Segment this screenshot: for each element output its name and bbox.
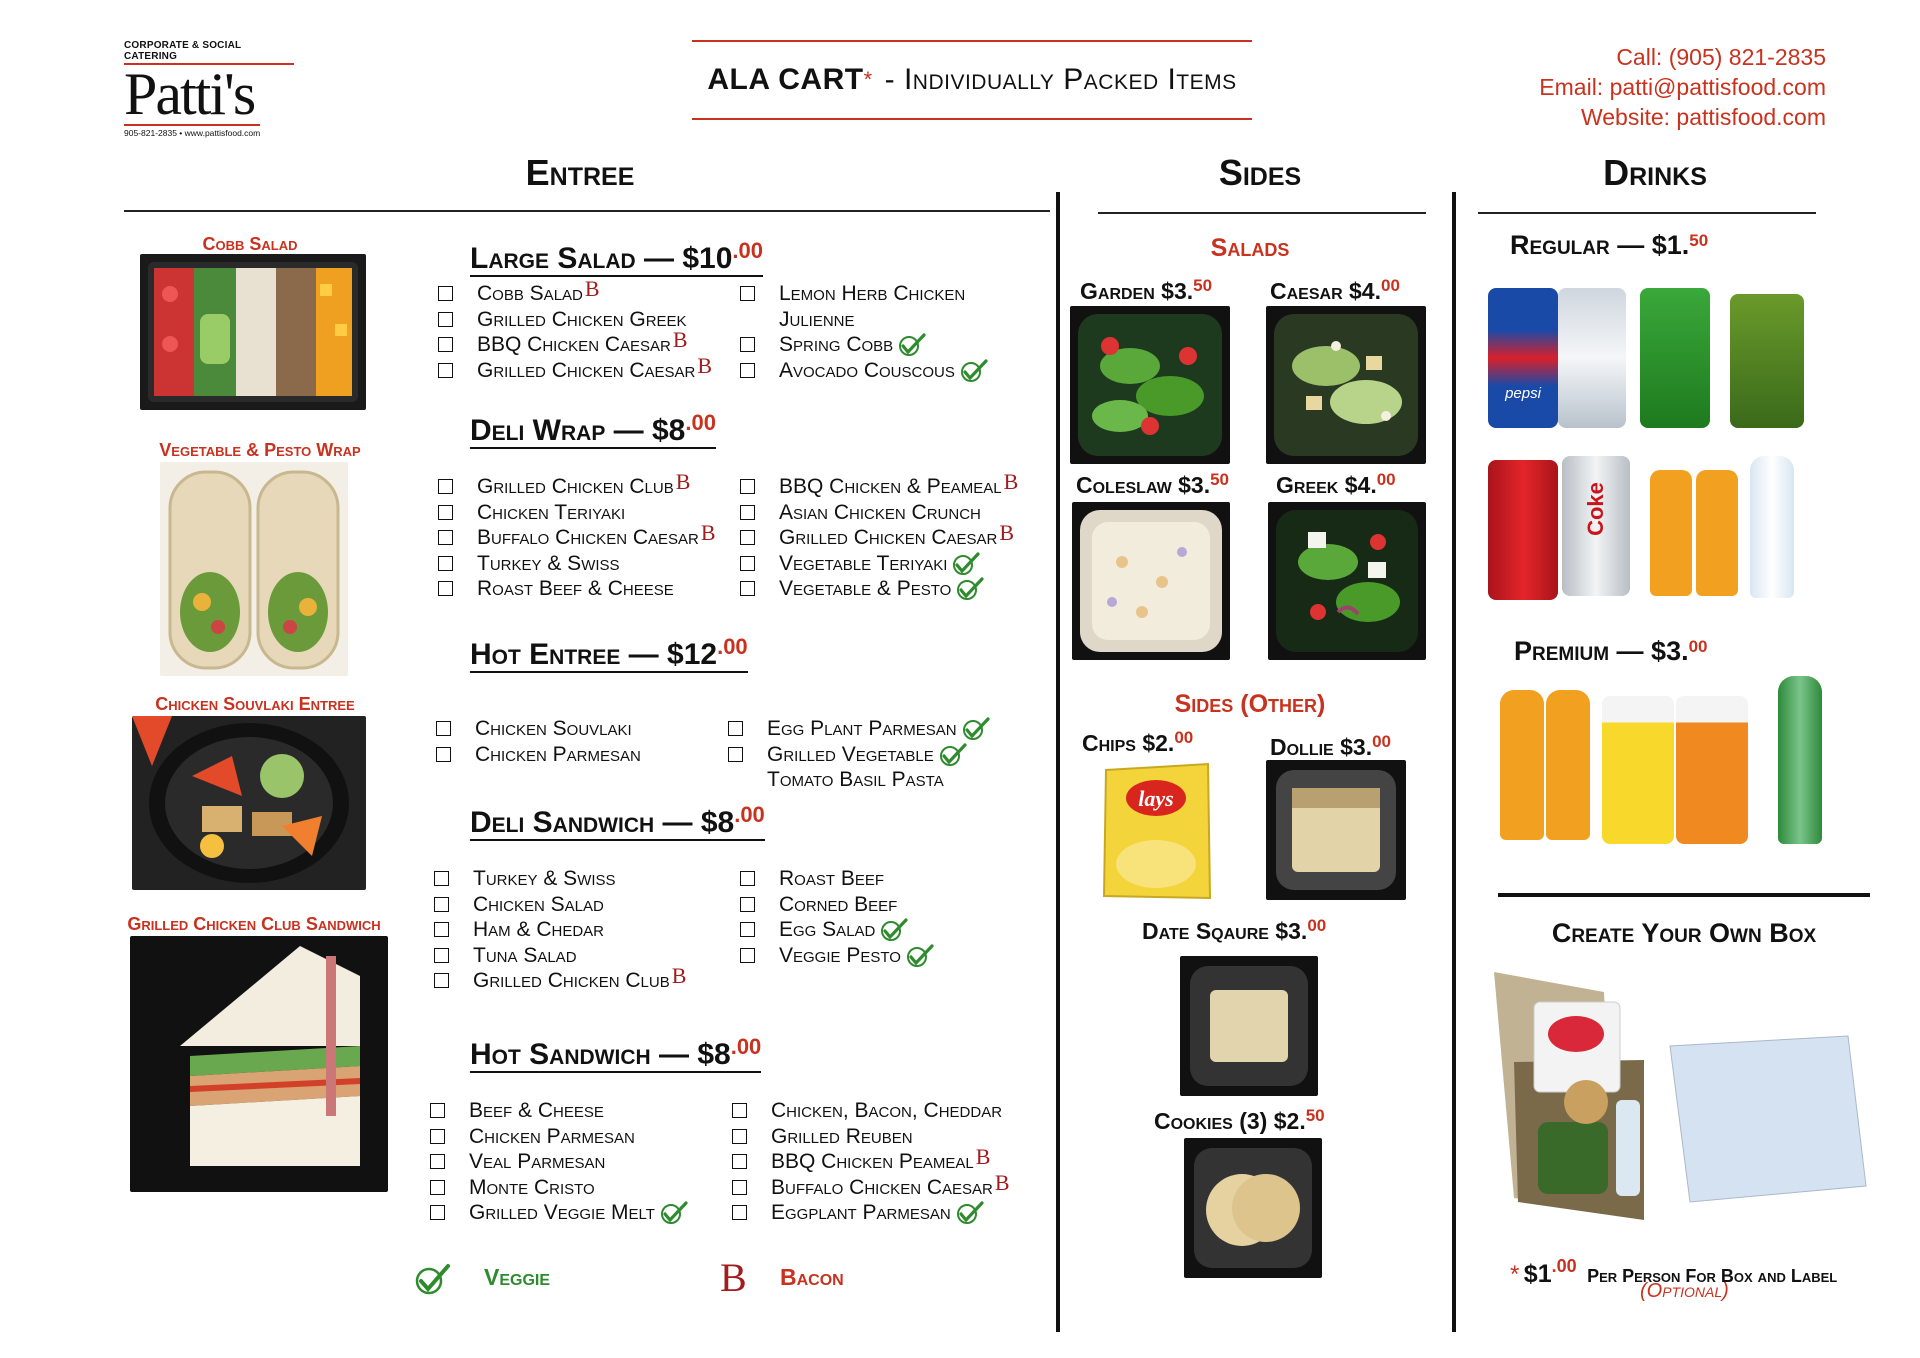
menu-item-label: BBQ Chicken Peameal: [771, 1150, 974, 1173]
menu-item-checkbox[interactable]: [430, 1205, 445, 1220]
deli-sandwich-heading: [470, 800, 765, 841]
menu-item-checkbox[interactable]: [438, 363, 453, 378]
menu-item[interactable]: [732, 1124, 913, 1149]
menu-item[interactable]: [740, 943, 935, 968]
menu-item[interactable]: [430, 1124, 635, 1149]
category-price: Hot Entree — $12: [470, 638, 718, 671]
create-box-heading: Create Your Own Box: [1551, 918, 1817, 948]
drinks-rule: [1478, 212, 1816, 214]
menu-item-label: Grilled Chicken Greek: [477, 308, 687, 331]
water-bottle: [1750, 456, 1794, 598]
menu-item-label: Corned Beef: [779, 893, 898, 916]
sides-heading: Sides: [1218, 152, 1302, 193]
menu-item[interactable]: [436, 742, 641, 767]
menu-item-checkbox[interactable]: [740, 505, 755, 520]
menu-item-label: Buffalo Chicken Caesar: [477, 526, 699, 549]
legend-bacon: Bacon: [780, 1264, 844, 1290]
veggie-check-icon: [955, 1200, 985, 1226]
caesar-salad-photo: [1266, 306, 1426, 464]
menu-item-label: Chicken Parmesan: [475, 743, 641, 766]
menu-item[interactable]: [430, 1149, 605, 1174]
greek-cents: 00: [1376, 470, 1396, 489]
box-optional: (Optional): [1640, 1280, 1729, 1302]
category-price: Deli Wrap — $8: [470, 414, 686, 447]
veggie-check-icon: [938, 742, 968, 768]
menu-item-checkbox[interactable]: [438, 556, 453, 571]
bacon-marker: B: [697, 353, 713, 378]
menu-item-checkbox[interactable]: [732, 1129, 747, 1144]
sides-other-heading: Sides (Other): [1174, 690, 1326, 718]
hot-entree-heading: [470, 632, 748, 673]
menu-item-label: Vegetable & Pesto: [779, 577, 952, 600]
orange-juice-2: [1696, 470, 1738, 596]
title-main: ALA CART: [707, 63, 864, 96]
menu-item-checkbox[interactable]: [430, 1154, 445, 1169]
menu-item-checkbox[interactable]: [436, 721, 451, 736]
box-note: Per Person For Box and Label: [1587, 1266, 1838, 1286]
deli-wrap-heading: [470, 408, 716, 449]
club-sandwich-label: Grilled Chicken Club Sandwich: [127, 914, 381, 934]
drinks-heading: Drinks: [1603, 152, 1707, 193]
chips-price: Chips $2.: [1082, 730, 1175, 756]
menu-item-checkbox[interactable]: [434, 973, 449, 988]
veggie-check-icon: [905, 943, 935, 969]
caesar-salad-image: [1266, 306, 1426, 464]
veggie-check-icon: [659, 1200, 689, 1226]
bacon-marker: B: [700, 520, 716, 545]
menu-item-label: Veal Parmesan: [469, 1150, 606, 1173]
bacon-marker: B: [994, 1170, 1010, 1195]
menu-item-label: Spring Cobb: [779, 333, 894, 356]
menu-item[interactable]: [438, 469, 691, 499]
entree-rule: [124, 210, 1050, 212]
menu-item-label: Grilled Chicken Club: [473, 969, 670, 992]
menu-item-checkbox[interactable]: [438, 505, 453, 520]
menu-item-label: Cobb Salad: [477, 282, 583, 305]
menu-item-checkbox[interactable]: [438, 479, 453, 494]
coleslaw-label: [1076, 470, 1229, 499]
menu-item-label: Roast Beef: [779, 867, 885, 890]
dollie-cents: 00: [1372, 732, 1392, 751]
category-cents: .00: [717, 634, 748, 659]
menu-item-checkbox[interactable]: [438, 312, 453, 327]
category-cents: .00: [732, 238, 763, 263]
contact-info: [1539, 42, 1826, 132]
title-rest: - Individually Packed Items: [884, 63, 1237, 96]
menu-item[interactable]: [740, 866, 884, 891]
caesar-price: Caesar $4.: [1270, 278, 1381, 304]
menu-item-label: Egg Plant Parmesan: [767, 717, 957, 740]
menu-item[interactable]: [740, 520, 1015, 550]
regular-drinks-photo-2: [1488, 456, 1828, 604]
bacon-marker: B: [584, 276, 600, 301]
menu-item-checkbox[interactable]: [436, 747, 451, 762]
greek-salad-photo: [1268, 502, 1426, 660]
bacon-marker: B: [1003, 469, 1019, 494]
menu-item-checkbox[interactable]: [740, 530, 755, 545]
veggie-check-icon: [951, 551, 981, 577]
box-price-cents: .00: [1551, 1256, 1577, 1276]
veggie-check-icon: [955, 576, 985, 602]
souvlaki-image: [132, 716, 366, 890]
cobb-salad-label: Cobb Salad: [202, 234, 298, 254]
logo-tagline: CORPORATE & SOCIAL CATERING: [124, 40, 294, 65]
menu-item[interactable]: [438, 307, 687, 332]
contact-website[interactable]: Website: pattisfood.com: [1580, 104, 1826, 130]
menu-item-checkbox[interactable]: [434, 922, 449, 937]
menu-item[interactable]: [438, 551, 620, 576]
menu-item-checkbox[interactable]: [438, 530, 453, 545]
entree-heading: Entree: [525, 152, 635, 193]
dole-bottle-1: [1500, 690, 1544, 840]
menu-item[interactable]: [430, 1200, 689, 1225]
menu-item-label: Monte Cristo: [469, 1176, 595, 1199]
menu-item-checkbox[interactable]: [740, 948, 755, 963]
date-square-cents: 00: [1307, 916, 1327, 935]
cookies-price: Cookies (3) $2.: [1154, 1108, 1306, 1134]
menu-item[interactable]: [434, 943, 577, 968]
date-square-price: Date Sqaure $3.: [1142, 918, 1308, 944]
menu-item-label: Grilled Vegetable: [767, 743, 934, 766]
menu-item[interactable]: [434, 866, 616, 891]
box-price: $1: [1523, 1260, 1552, 1288]
bacon-marker: B: [675, 469, 691, 494]
schweppes-can: [1730, 294, 1804, 428]
hot-sandwich-heading: [470, 1032, 761, 1073]
chips-bag-image: [1098, 760, 1216, 902]
chips-cents: 00: [1174, 728, 1194, 747]
chips-photo: [1098, 760, 1216, 902]
regular-drinks-photo: [1488, 284, 1828, 446]
sides-rule: [1098, 212, 1426, 214]
club-sandwich-image: [130, 936, 388, 1192]
menu-item-label: Grilled Chicken Caesar: [477, 359, 696, 382]
regular-price: Regular — $1.: [1510, 230, 1690, 260]
premium-price: Premium — $3.: [1514, 636, 1689, 666]
menu-item[interactable]: [732, 1170, 1010, 1200]
menu-item-label: Vegetable Teriyaki: [779, 552, 948, 575]
menu-item-label: Turkey & Swiss: [477, 552, 620, 575]
category-cents: .00: [730, 1034, 762, 1059]
pepsi-can: [1488, 288, 1558, 428]
dollie-label: [1270, 732, 1391, 761]
greek-price: Greek $4.: [1276, 472, 1377, 498]
date-square-photo: [1180, 956, 1318, 1096]
regular-cents: 50: [1689, 231, 1709, 250]
box-star: *: [1510, 1261, 1520, 1288]
wrap-image: [160, 462, 348, 676]
menu-item[interactable]: [740, 358, 989, 383]
menu-item-checkbox[interactable]: [740, 922, 755, 937]
menu-item-checkbox[interactable]: [430, 1103, 445, 1118]
menu-item-checkbox[interactable]: [430, 1180, 445, 1195]
cobb-salad-image: [140, 254, 366, 410]
menu-item[interactable]: [740, 469, 1019, 499]
coleslaw-price: Coleslaw $3.: [1076, 472, 1211, 498]
menu-item-label: Chicken Teriyaki: [477, 501, 626, 524]
category-cents: .00: [734, 802, 765, 827]
legend-veggie: Veggie: [484, 1264, 551, 1290]
category-price: Large Salad — $10: [470, 242, 733, 275]
menu-item-label: Avocado Couscous: [779, 359, 955, 382]
menu-item-checkbox[interactable]: [438, 581, 453, 596]
contact-call: Call: (905) 821-2835: [1616, 44, 1826, 70]
bacon-marker: B: [975, 1144, 991, 1169]
chips-brand: lays: [1138, 786, 1174, 811]
logo-footer: 905-821-2835 • www.pattisfood.com: [124, 124, 260, 138]
menu-item[interactable]: [740, 332, 927, 357]
title-star: *: [863, 67, 873, 92]
menu-item-checkbox[interactable]: [732, 1180, 747, 1195]
menu-item[interactable]: [434, 892, 604, 917]
menu-item-label: Veggie Pesto: [779, 944, 901, 967]
logo-name: Patti's: [124, 61, 255, 127]
menu-item-checkbox[interactable]: [434, 948, 449, 963]
date-square-image: [1180, 956, 1318, 1096]
coleslaw-photo: [1072, 502, 1230, 660]
veggie-icon: [412, 1262, 452, 1296]
coke-can: [1488, 460, 1558, 600]
menu-item-checkbox[interactable]: [740, 479, 755, 494]
diet-coke-can: [1562, 456, 1630, 596]
orange-juice-1: [1650, 470, 1692, 596]
wrap-label: Vegetable & Pesto Wrap: [159, 440, 361, 460]
pepsi-can-label: pepsi: [1505, 385, 1541, 402]
menu-item-label: Tuna Salad: [473, 944, 577, 967]
garden-cents: 50: [1193, 276, 1213, 295]
menu-item-label: Lemon Herb Chicken: [779, 282, 966, 305]
premium-cents: 00: [1688, 637, 1708, 656]
dollie-photo: [1266, 760, 1406, 900]
menu-item-checkbox[interactable]: [740, 581, 755, 596]
menu-item[interactable]: [434, 963, 687, 993]
dole-bottle-2: [1546, 690, 1590, 840]
cookies-photo: [1184, 1138, 1322, 1278]
menu-item-checkbox[interactable]: [434, 897, 449, 912]
bacon-marker: B: [671, 963, 687, 988]
sanpellegrino-orange: [1676, 696, 1748, 844]
menu-item[interactable]: [436, 716, 632, 741]
menu-item[interactable]: [728, 742, 968, 767]
menu-item-label: Turkey & Swiss: [473, 867, 616, 890]
cookies-label: [1154, 1106, 1325, 1135]
menu-item-checkbox[interactable]: [430, 1129, 445, 1144]
menu-item-label: Ham & Chedar: [473, 918, 605, 941]
menu-item-checkbox[interactable]: [732, 1205, 747, 1220]
menu-item-label: Grilled Veggie Melt: [469, 1201, 655, 1224]
bacon-marker: B: [999, 520, 1015, 545]
menu-item[interactable]: [728, 767, 944, 792]
menu-item[interactable]: [438, 520, 716, 550]
large-salad-heading: [470, 236, 763, 277]
menu-item[interactable]: [438, 576, 674, 601]
menu-item-label: BBQ Chicken Caesar: [477, 333, 671, 356]
sanpellegrino-lemon: [1602, 696, 1674, 844]
menu-item[interactable]: [740, 576, 985, 601]
garden-label: [1080, 276, 1212, 305]
menu-item[interactable]: [430, 1098, 604, 1123]
menu-item-checkbox[interactable]: [728, 721, 743, 736]
premium-drinks-label: [1514, 636, 1708, 667]
menu-item[interactable]: [732, 1098, 1002, 1123]
menu-item-label: Egg Salad: [779, 918, 876, 941]
column-divider-1: [1056, 192, 1060, 1332]
souvlaki-photo: [132, 716, 366, 890]
menu-item[interactable]: [430, 1175, 595, 1200]
menu-item[interactable]: [740, 307, 855, 332]
veggie-check-icon: [961, 716, 991, 742]
menu-item-checkbox[interactable]: [728, 747, 743, 762]
menu-item[interactable]: [434, 917, 604, 942]
menu-item[interactable]: [740, 917, 909, 942]
menu-item-checkbox[interactable]: [438, 286, 453, 301]
create-box-photo: [1494, 972, 1868, 1228]
veggie-check-icon: [879, 917, 909, 943]
patti-logo: [124, 40, 294, 140]
souvlaki-label: Chicken Souvlaki Entree: [155, 694, 355, 714]
menu-item[interactable]: [740, 281, 965, 306]
sanpellegrino-water: [1778, 676, 1822, 844]
menu-item-label: Chicken Parmesan: [469, 1125, 635, 1148]
garden-salad-image: [1070, 306, 1230, 464]
create-box-rule: [1498, 893, 1870, 897]
category-price: Deli Sandwich — $8: [470, 806, 735, 839]
menu-item[interactable]: [732, 1144, 991, 1174]
menu-item[interactable]: [732, 1200, 985, 1225]
caesar-label: [1270, 276, 1400, 305]
menu-item-label: Julienne: [779, 308, 855, 331]
category-price: Hot Sandwich — $8: [470, 1038, 731, 1071]
menu-item-checkbox[interactable]: [732, 1103, 747, 1118]
menu-item[interactable]: [740, 892, 897, 917]
menu-item-label: Eggplant Parmesan: [771, 1201, 951, 1224]
garden-price: Garden $3.: [1080, 278, 1194, 304]
menu-item[interactable]: [438, 353, 713, 383]
menu-item-label: Grilled Chicken Club: [477, 475, 674, 498]
menu-item-checkbox[interactable]: [732, 1154, 747, 1169]
menu-item-checkbox[interactable]: [740, 337, 755, 352]
menu-item-checkbox[interactable]: [740, 556, 755, 571]
greek-label: [1276, 470, 1396, 499]
menu-item-label: Beef & Cheese: [469, 1099, 604, 1122]
veggie-check-icon: [959, 358, 989, 384]
menu-item-label: Grilled Reuben: [771, 1125, 913, 1148]
column-divider-2: [1452, 192, 1456, 1332]
menu-item-label: Tomato Basil Pasta: [767, 768, 944, 791]
menu-item-label: BBQ Chicken & Peameal: [779, 475, 1002, 498]
dollie-image: [1266, 760, 1406, 900]
menu-item-label: Chicken, Bacon, Cheddar: [771, 1099, 1003, 1122]
menu-item-checkbox[interactable]: [438, 337, 453, 352]
menu-item-label: Buffalo Chicken Caesar: [771, 1176, 993, 1199]
menu-item-label: Grilled Chicken Caesar: [779, 526, 998, 549]
diet-pepsi-can: [1558, 288, 1626, 428]
premium-drinks-photo: [1492, 676, 1832, 850]
bacon-icon: B: [720, 1255, 747, 1300]
menu-item-checkbox[interactable]: [740, 363, 755, 378]
coleslaw-image: [1072, 502, 1230, 660]
menu-item-label: Asian Chicken Crunch: [779, 501, 981, 524]
date-square-label: [1142, 916, 1326, 945]
contact-email[interactable]: Email: patti@pattisfood.com: [1539, 74, 1826, 100]
veggie-check-icon: [897, 332, 927, 358]
menu-item[interactable]: [740, 500, 981, 525]
cookies-image: [1184, 1138, 1322, 1278]
menu-item-checkbox[interactable]: [740, 286, 755, 301]
menu-item[interactable]: [740, 551, 981, 576]
menu-item[interactable]: [438, 500, 625, 525]
menu-item-label: Chicken Souvlaki: [475, 717, 632, 740]
wrap-photo: [160, 462, 348, 676]
bacon-marker: B: [672, 327, 688, 352]
coleslaw-cents: 50: [1210, 470, 1230, 489]
cookies-cents: 50: [1305, 1106, 1325, 1125]
menu-item-checkbox[interactable]: [434, 871, 449, 886]
chips-label: [1082, 728, 1193, 757]
menu-item-checkbox[interactable]: [740, 897, 755, 912]
greek-salad-image: [1268, 502, 1426, 660]
7up-can: [1640, 288, 1710, 428]
menu-item[interactable]: [728, 716, 991, 741]
salads-heading: Salads: [1210, 234, 1290, 262]
regular-drinks-label: [1510, 230, 1708, 261]
cobb-salad-photo: [140, 254, 366, 410]
menu-item-label: Chicken Salad: [473, 893, 604, 916]
diet-coke-label: Coke: [1583, 482, 1608, 536]
create-box-image: [1494, 972, 1868, 1228]
menu-item[interactable]: [438, 276, 600, 306]
page-title: [692, 40, 1252, 120]
garden-salad-photo: [1070, 306, 1230, 464]
menu-item-label: Roast Beef & Cheese: [477, 577, 674, 600]
dollie-price: Dollie $3.: [1270, 734, 1373, 760]
menu-item-checkbox[interactable]: [740, 871, 755, 886]
menu-item[interactable]: [438, 327, 688, 357]
caesar-cents: 00: [1380, 276, 1400, 295]
category-cents: .00: [685, 410, 716, 435]
club-sandwich-photo: [130, 936, 388, 1192]
